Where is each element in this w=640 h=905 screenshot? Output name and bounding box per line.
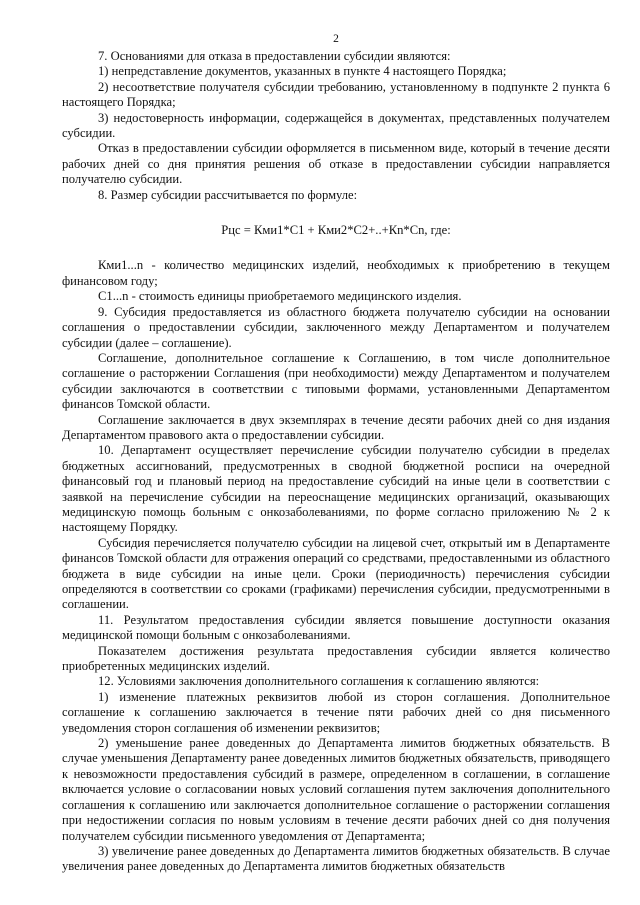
refusal-ground-1: 1) непредставление документов, указанных в пункте 4 настоящего Порядка;: [98, 64, 507, 79]
paragraph-9-agreement: 9. Субсидия предоставляется из областного бюджета получателю субсидии на основании соглашения о предоставлении субсидии, заключенного между Департаментом и получателем субсидии (далее – соглашение).: [62, 304, 610, 350]
refusal-notice: Отказ в предоставлении субсидии оформляется в письменном виде, который в течение десяти рабочих дней со дня принятия решения об отказе в предоставлении субсидии направляется получателю субсидии.: [62, 141, 610, 187]
agreement-forms: Соглашение, дополнительное соглашение к Соглашению, в том числе дополнительное соглашение о расторжении Соглашения (при необходимости) между Департаментом и получателем субсидии заключаются в соответствии с типовыми формами, установленными Департаментом финансов Томской области.: [62, 350, 610, 412]
paragraph-8-subsidy-size: 8. Размер субсидии рассчитывается по формуле:: [98, 187, 358, 202]
result-indicator: Показателем достижения результата предоставления субсидии является количество приобретенных медицинских изделий.: [62, 643, 610, 674]
refusal-ground-3: 3) недостоверность информации, содержащейся в документах, представленных получателем субсидии.: [62, 110, 610, 141]
subsidy-formula: Рцс = Кми1*С1 + Кми2*С2+..+Кn*Сn, где:: [221, 223, 451, 238]
paragraph-12-conditions: 12. Условиями заключения дополнительного соглашения к соглашению являются:: [98, 674, 540, 689]
transfer-account: Субсидия перечисляется получателю субсидии на лицевой счет, открытый им в Департаменте финансов Томской области для отражения операций со средствами, предоставленными из областного бюджета в виде субсидии на иные цели. Сроки (периодичность) перечисления субсидии определяются в соответствии со сроками (графиками) перечисления субсидии, предусмотренными в соглашении.: [62, 535, 610, 612]
condition-1: 1) изменение платежных реквизитов любой из сторон соглашения. Дополнительное соглашение к соглашению заключается в течение пяти рабочих дней со дня письменного уведомления сторон соглашения об изменении реквизитов;: [62, 689, 610, 735]
condition-3: 3) увеличение ранее доведенных до Департамента лимитов бюджетных обязательств. В случае увеличения ранее доведенных до Департамента лимитов бюджетных обязательств: [62, 843, 610, 874]
condition-2: 2) уменьшение ранее доведенных до Департамента лимитов бюджетных обязательств. В случае уменьшения Департаменту ранее доведенных лимитов бюджетных обязательств, приводящего к невозможности предоставления субсидий в размере, определенном в соглашении, в соглашение включается условие о согласовании новых условий соглашения путем заключения дополнительного соглашения к соглашению или заключается дополнительное соглашение о расторжении соглашения при недостижении согласия по новым условиям в течение десяти рабочих дней со дня получения получателем субсидии письменного уведомления от Департамента;: [62, 736, 610, 843]
paragraph-7-refusal-grounds: 7. Основаниями для отказа в предоставлении субсидии являются:: [98, 49, 451, 63]
paragraph-10-transfer: 10. Департамент осуществляет перечисление субсидии получателю субсидии в пределах бюджетных ассигнований, предусмотренных в сводной бюджетной росписи на очередной финансовый год и плановый период на предоставление субсидий на иные цели в соответствии с заявкой на перечисление субсидии на переоснащение медицинских организаций, оказывающих медицинскую помощь больным с онкозаболеваниями, по форме согласно приложению № 2 к настоящему Порядку.: [62, 443, 610, 535]
formula-definition-quantity: Кми1...n - количество медицинских изделий, необходимых к приобретению в текущем финансовом году;: [62, 258, 610, 288]
refusal-ground-2: 2) несоответствие получателя субсидии требованию, установленному в подпункте 2 пункта 6 настоящего Порядка;: [62, 79, 610, 110]
paragraph-11-result: 11. Результатом предоставления субсидии является повышение доступности оказания медицинской помощи больным с онкозаболеваниями.: [62, 612, 610, 643]
formula-definition-cost: С1...n - стоимость единицы приобретаемого медицинского изделия.: [98, 289, 462, 304]
page-number: 2: [333, 33, 339, 45]
agreement-copies: Соглашение заключается в двух экземплярах в течение десяти рабочих дней со дня издания Департаментом правового акта о предоставлении субсидии.: [62, 412, 610, 442]
